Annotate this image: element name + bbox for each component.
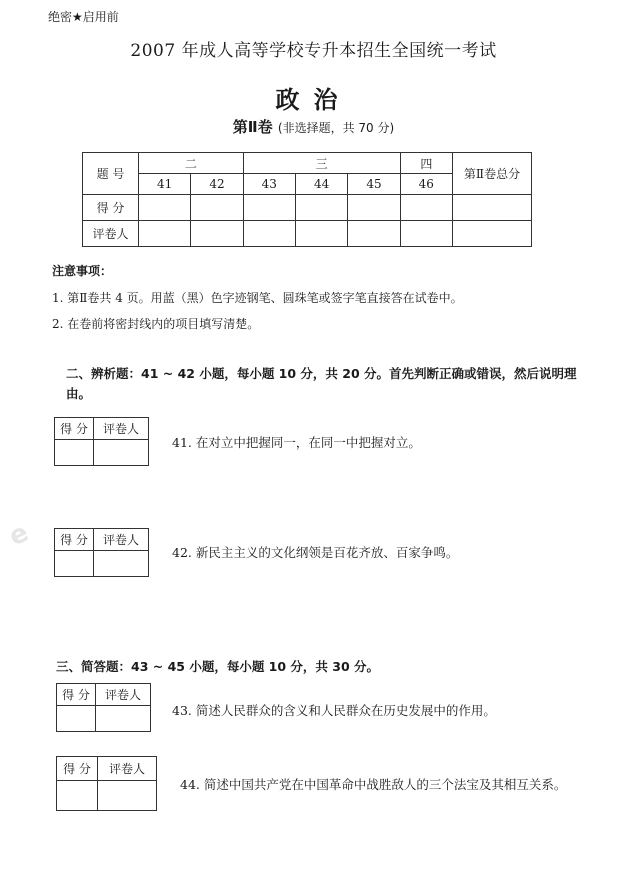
confidential-mark: 绝密★启用前 (48, 10, 119, 24)
grader-score-label: 得 分 (57, 684, 96, 706)
grader-name-label: 评卷人 (94, 529, 149, 551)
grader-cell[interactable] (295, 221, 347, 247)
watermark: e (4, 517, 34, 553)
section-2-heading: 二、辨析题：41 ~ 42 小题，每小题 10 分，共 20 分。首先判断正确或错误，然后说明理由。 (66, 366, 577, 401)
qno-42: 42 (191, 174, 243, 195)
grader-box-43 (56, 683, 151, 732)
score-table (82, 152, 532, 247)
grader-score-cell[interactable] (57, 781, 98, 811)
grader-cell[interactable] (139, 221, 191, 247)
grader-name-label: 评卷人 (98, 757, 157, 781)
notice-item-1: 1. 第Ⅱ卷共 4 页。用蓝（黑）色字迹钢笔、圆珠笔或签字笔直接答在试卷中。 (52, 291, 463, 305)
group-2-header: 二 (139, 153, 244, 174)
question-44: 44. 简述中国共产党在中国革命中战胜敌人的三个法宝及其相互关系。 (180, 777, 567, 792)
grader-box-44 (56, 756, 157, 811)
grader-cell[interactable] (348, 221, 400, 247)
section-3-heading: 三、简答题：43 ~ 45 小题，每小题 10 分，共 30 分。 (56, 659, 380, 674)
qno-44: 44 (295, 174, 347, 195)
score-cell[interactable] (243, 195, 295, 221)
total-header: 第Ⅱ卷总分 (453, 153, 532, 195)
grader-name-cell[interactable] (98, 781, 157, 811)
question-41: 41. 在对立中把握同一，在同一中把握对立。 (172, 435, 421, 450)
grader-score-label: 得 分 (55, 418, 94, 440)
grader-name-cell[interactable] (94, 551, 149, 577)
score-row-label: 得 分 (83, 195, 139, 221)
volume-title (0, 116, 627, 137)
score-cell[interactable] (400, 195, 452, 221)
score-cell[interactable] (139, 195, 191, 221)
grader-score-cell[interactable] (55, 551, 94, 577)
grader-box-42 (54, 528, 149, 577)
qno-46: 46 (400, 174, 452, 195)
grader-name-label: 评卷人 (96, 684, 151, 706)
grader-score-label: 得 分 (55, 529, 94, 551)
score-cell[interactable] (295, 195, 347, 221)
score-cell[interactable] (453, 195, 532, 221)
notice-item-2: 2. 在卷前将密封线内的项目填写清楚。 (52, 317, 260, 331)
grader-cell[interactable] (453, 221, 532, 247)
score-cell[interactable] (191, 195, 243, 221)
grader-name-cell[interactable] (96, 706, 151, 732)
grader-score-label: 得 分 (57, 757, 98, 781)
grader-box-41 (54, 417, 149, 466)
notice-heading: 注意事项： (52, 264, 113, 278)
grader-score-cell[interactable] (57, 706, 96, 732)
group-4-header: 四 (400, 153, 452, 174)
grader-cell[interactable] (191, 221, 243, 247)
volume-label: 第Ⅱ卷 (232, 118, 273, 136)
question-43: 43. 简述人民群众的含义和人民群众在历史发展中的作用。 (172, 703, 496, 718)
qno-43: 43 (243, 174, 295, 195)
grader-name-cell[interactable] (94, 440, 149, 466)
qno-45: 45 (348, 174, 400, 195)
exam-title: 2007 年成人高等学校专升本招生全国统一考试 (130, 41, 497, 61)
question-42: 42. 新民主主义的文化纲领是百花齐放、百家争鸣。 (172, 545, 459, 560)
subject-title: 政治 (275, 86, 352, 114)
qno-header: 题 号 (83, 153, 139, 195)
grader-cell[interactable] (400, 221, 452, 247)
qno-41: 41 (139, 174, 191, 195)
grader-name-label: 评卷人 (94, 418, 149, 440)
score-cell[interactable] (348, 195, 400, 221)
volume-note: (非选择题，共 70 分) (277, 121, 395, 135)
grader-row-label: 评卷人 (83, 221, 139, 247)
grader-cell[interactable] (243, 221, 295, 247)
group-3-header: 三 (243, 153, 400, 174)
grader-score-cell[interactable] (55, 440, 94, 466)
